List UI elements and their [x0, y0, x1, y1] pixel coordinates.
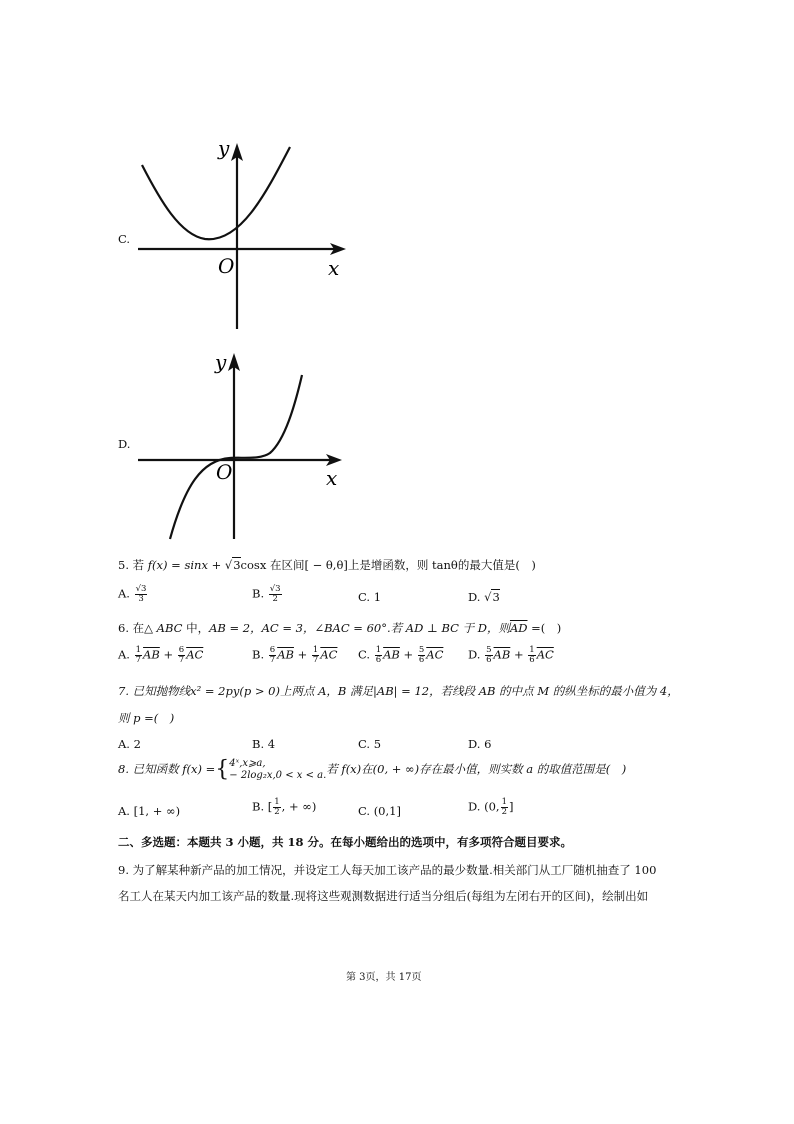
q5-option-d[interactable]: D. √3	[468, 590, 500, 604]
q9-stem-line1: 9. 为了解某种新产品的加工情况，并设定工人每天加工该产品的最少数量.相关部门从工厂随机抽查了 100	[118, 863, 657, 877]
origin-label: O	[218, 254, 235, 278]
q8-option-a[interactable]: A. [1, + ∞)	[118, 804, 181, 818]
page-footer: 第 3页，共 17页	[346, 972, 422, 983]
q6-option-d[interactable]: D. $\frac{5}{6}$ $\overline{AB}$ + $\frac{1}{6}$ $\overline{AC}$	[468, 645, 554, 665]
q6-stem: 6. 在△ ABC 中，AB = 2，AC = 3，∠BAC = 60°.若 AD ⊥ BC 于 D，则$\overline{AD}$ =( )	[118, 621, 562, 635]
q5-option-b[interactable]: B. $\frac{√3}{2}$	[252, 584, 281, 604]
graph-c	[130, 135, 360, 335]
graph-d	[130, 345, 360, 545]
q8-option-b[interactable]: B. [ $\frac{1}{2}$ , + ∞)	[252, 797, 317, 817]
q6-option-b[interactable]: B. $\frac{6}{7}$ $\overline{AB}$ + $\frac{1}{7}$ $\overline{AC}$	[252, 645, 338, 665]
q7-option-b[interactable]: B. 4	[252, 737, 276, 751]
q5-option-c[interactable]: C. 1	[358, 590, 382, 604]
q6-option-a[interactable]: A. $\frac{1}{7}$ $\overline{AB}$ + $\frac{6}{7}$ $\overline{AC}$	[118, 645, 204, 665]
q8-stem: 8. 已知函数 f(x) ={ 4ˣ,x⩾a, − 2log₂x,0 < x < a. 若 f(x)在(0, + ∞)存在最小值，则实数 a 的取值范围是( )	[118, 757, 627, 782]
y-axis-label: y	[215, 350, 227, 374]
q7-stem-line1: 7. 已知抛物线x² = 2py(p > 0)上两点 A，B 满足|AB| = 12，若线段 AB 的中点 M 的纵坐标的最小值为 4，	[118, 684, 679, 698]
q5-stem: 5. 若 f(x) = sinx + √3cosx 在区间[ − θ,θ]上是增函数，则 tanθ的最大值是( )	[118, 558, 536, 572]
q6-option-c[interactable]: C. $\frac{1}{6}$ $\overline{AB}$ + $\frac{5}{6}$ $\overline{AC}$	[358, 645, 444, 665]
option-d-label: D.	[118, 437, 131, 451]
q5-option-a[interactable]: A. $\frac{√3}{3}$	[118, 584, 147, 604]
y-axis-label: y	[218, 136, 230, 160]
q7-option-c[interactable]: C. 5	[358, 737, 382, 751]
q7-option-d[interactable]: D. 6	[468, 737, 492, 751]
q8-option-d[interactable]: D. (0, $\frac{1}{2}$ ]	[468, 797, 514, 817]
q7-option-a[interactable]: A. 2	[118, 737, 141, 751]
x-axis-label: x	[326, 466, 338, 490]
q8-option-c[interactable]: C. (0,1]	[358, 804, 401, 818]
section-2-heading: 二、多选题：本题共 3 小题，共 18 分。在每小题给出的选项中，有多项符合题目要求。	[118, 835, 573, 849]
option-c-label: C.	[118, 232, 131, 246]
q7-stem-line2: 则 p =( )	[118, 711, 175, 725]
origin-label: O	[216, 460, 233, 484]
x-axis-label: x	[328, 256, 340, 280]
q9-stem-line2: 名工人在某天内加工该产品的数量.现将这些观测数据进行适当分组后(每组为左闭右开的区间)，绘制出如	[118, 889, 649, 903]
